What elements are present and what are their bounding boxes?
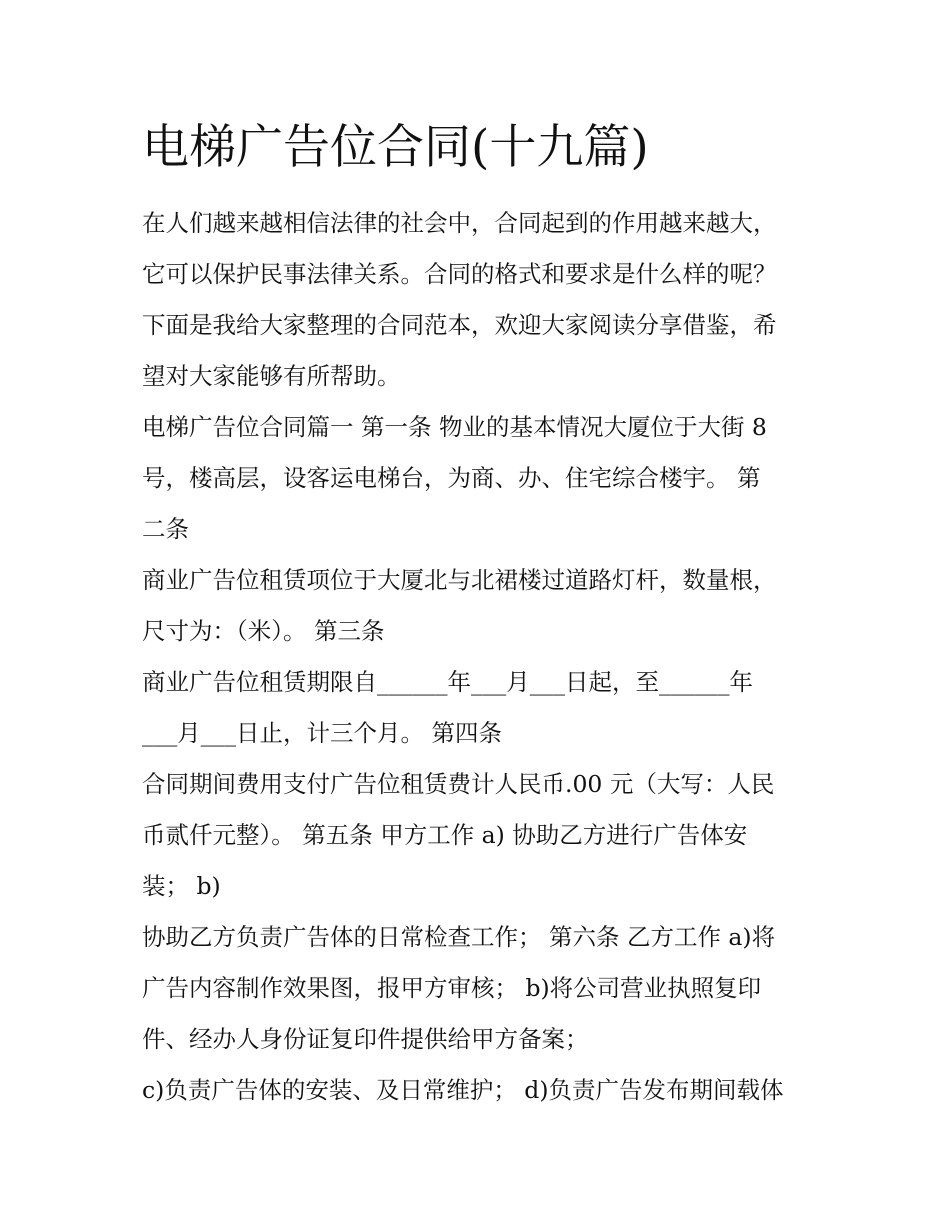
document-body [142,198,822,1116]
body-line: 电梯广告位合同篇一 第一条 物业的基本情况大厦位于大街 8 [142,413,767,441]
body-line: 币贰仟元整）。 第五条 甲方工作 a) 协助乙方进行广告体安 [142,821,748,849]
document-title: 电梯广告位合同(十九篇) [142,120,649,175]
body-line: 二条 [142,515,189,543]
body-line: 在人们越来越相信法律的社会中，合同起到的作用越来越大， [142,209,777,237]
body-line: 装； b) [142,872,221,900]
body-line: 尺寸为：（米）。 第三条 [142,617,385,645]
body-line: 广告内容制作效果图，报甲方审核； b)将公司营业执照复印 [142,974,762,1002]
body-line: 商业广告位租赁项位于大厦北与北裙楼过道路灯杆，数量根， [142,566,777,594]
body-line: 号，楼高层，设客运电梯台，为商、办、住宅综合楼宇。 第 [142,464,761,492]
body-line: 它可以保护民事法律关系。合同的格式和要求是什么样的呢？ [142,260,777,288]
body-line: c)负责广告体的安装、及日常维护； d)负责广告发布期间载体 [142,1076,784,1104]
body-line: 合同期间费用支付广告位租赁费计人民币.00 元（大写：人民 [142,770,775,798]
body-line: 商业广告位租赁期限自______年___月___日起，至______年 [142,668,753,696]
body-line: 协助乙方负责广告体的日常检查工作； 第六条 乙方工作 a)将 [142,923,776,951]
body-line: 望对大家能够有所帮助。 [142,362,401,390]
body-line: 下面是我给大家整理的合同范本，欢迎大家阅读分享借鉴，希 [142,311,777,339]
body-line: 件、经办人身份证复印件提供给甲方备案； [142,1025,589,1053]
body-line: ___月___日止，计三个月。 第四条 [142,719,502,747]
